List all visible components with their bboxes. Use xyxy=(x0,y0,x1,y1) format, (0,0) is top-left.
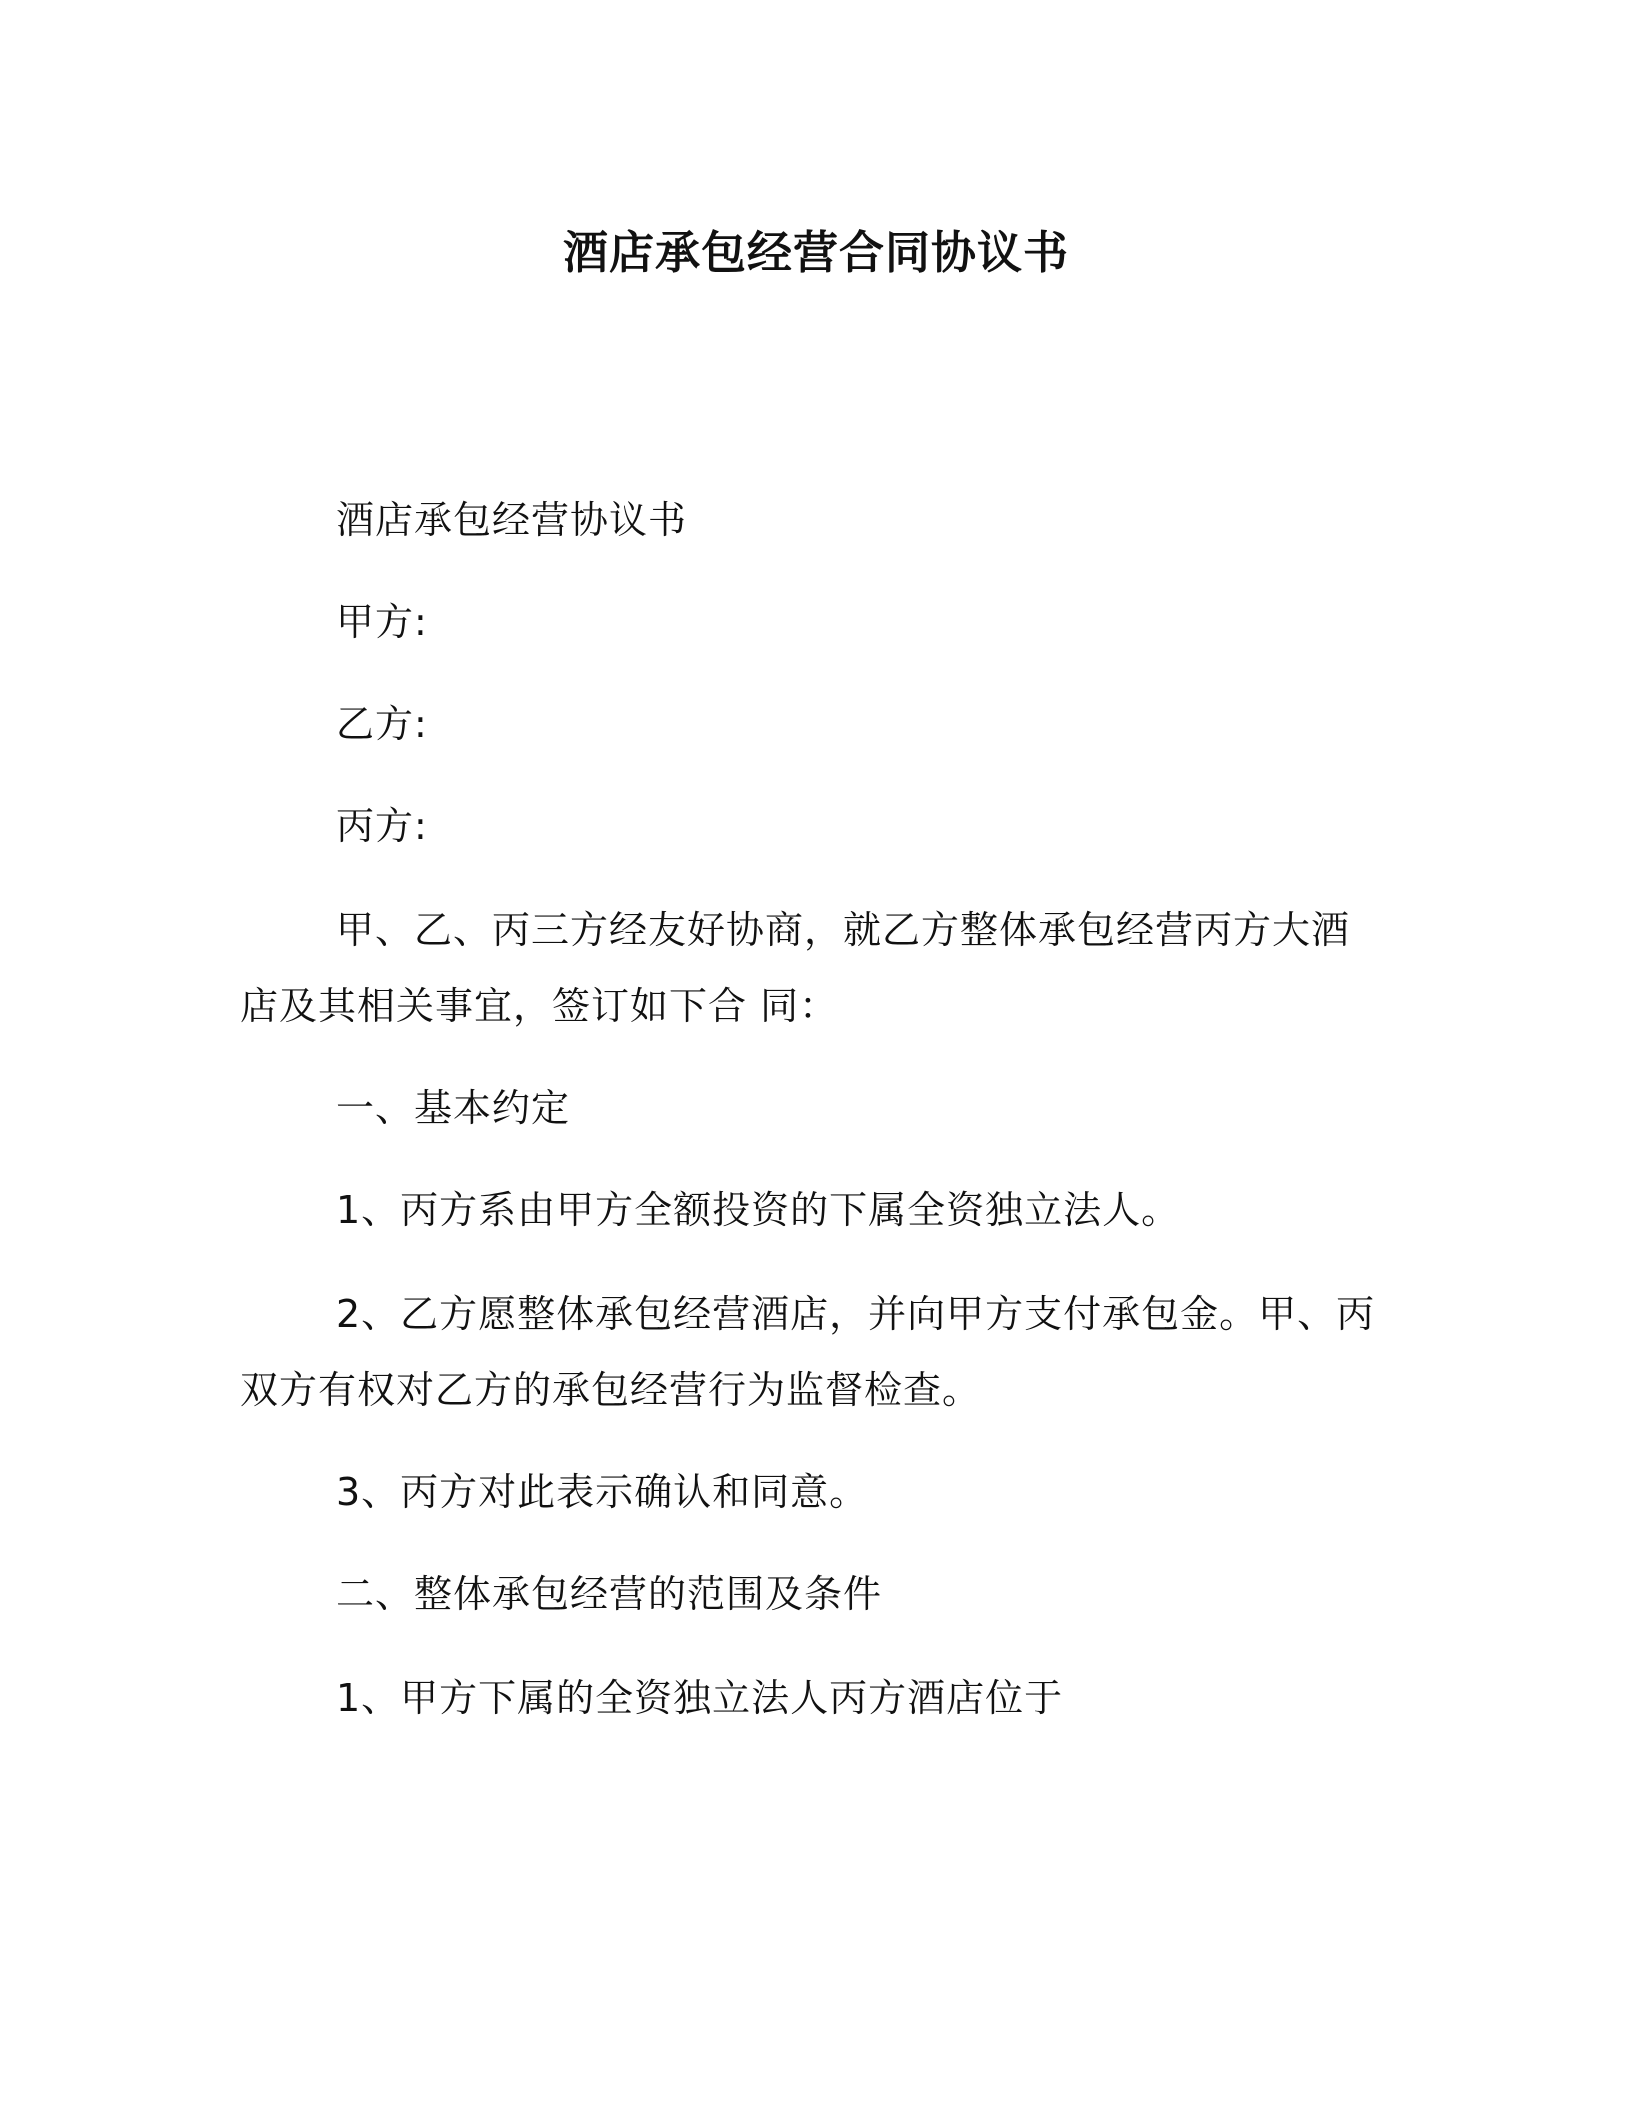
section-2-item-1: 1、甲方下属的全资独立法人丙方酒店位于 xyxy=(336,1676,1064,1720)
intro-paragraph: 甲、乙、丙三方经友好协商，就乙方整体承包经营丙方大酒店及其相关事宜，签订如下合 同： xyxy=(240,908,1351,1028)
party-c-line: 丙方: xyxy=(336,804,428,848)
section-1-item-2: 2、乙方愿整体承包经营酒店，并向甲方支付承包金。甲、丙双方有权对乙方的承包经营行为监督检查。 xyxy=(240,1292,1376,1412)
section-1-item-1: 1、丙方系由甲方全额投资的下属全资独立法人。 xyxy=(336,1188,1181,1232)
section-2-heading: 二、整体承包经营的范围及条件 xyxy=(336,1572,883,1616)
party-b-line: 乙方: xyxy=(336,702,428,746)
section-1-heading: 一、基本约定 xyxy=(336,1086,571,1130)
section-1-item-3: 3、丙方对此表示确认和同意。 xyxy=(336,1470,869,1514)
document-subtitle: 酒店承包经营协议书 xyxy=(336,498,688,542)
document-title: 酒店承包经营合同协议书 xyxy=(562,226,1069,279)
party-a-line: 甲方: xyxy=(336,600,428,644)
